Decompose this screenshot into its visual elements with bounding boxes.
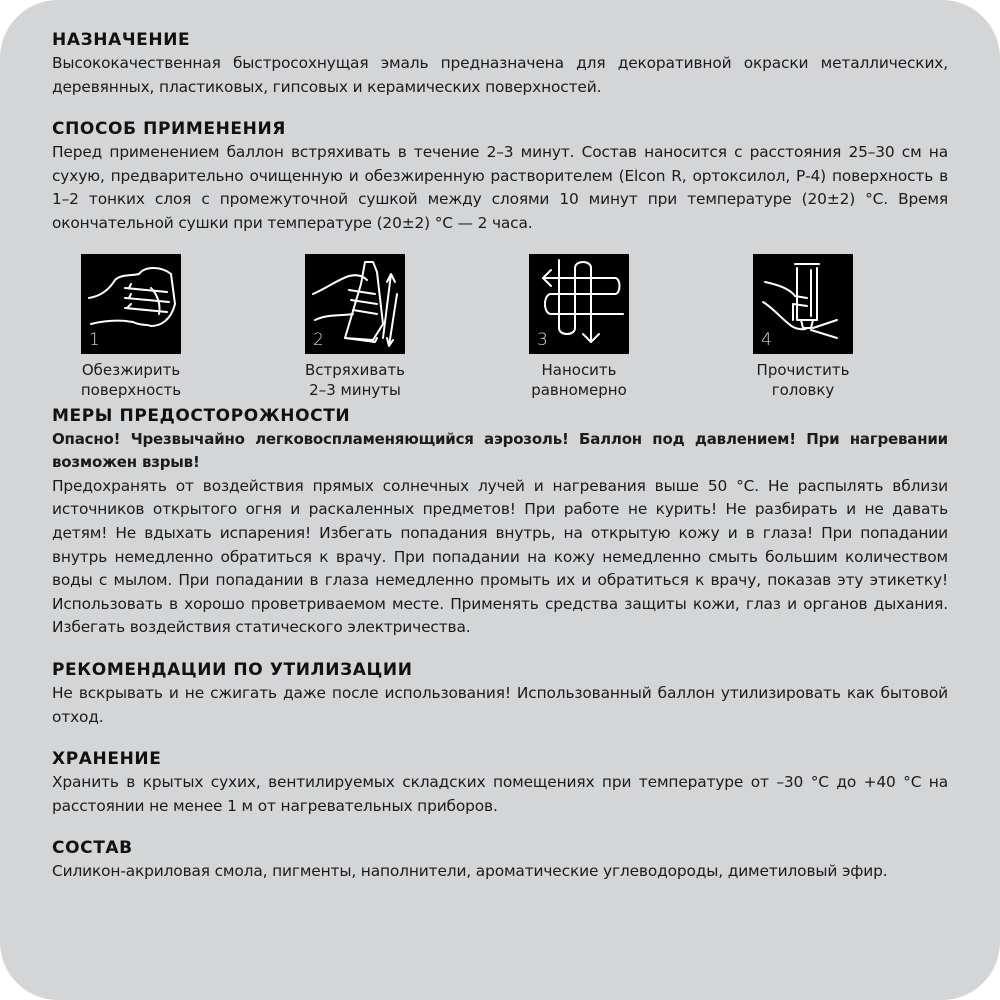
section-composition [52,836,948,884]
section-title-precautions: МЕРЫ ПРЕДОСТОРОЖНОСТИ [52,405,351,426]
step-2 [285,254,425,400]
spray-pattern-arrows-icon [529,254,629,354]
step-1 [61,254,201,400]
hand-wiping-surface-icon [81,254,181,354]
label-content [52,28,948,884]
step-number: 3 [537,329,548,350]
composition-text: Силикон-акриловая смола, пигменты, наполнители, ароматические углеводороды, диметиловый эфир. [52,862,888,881]
section-title-disposal: РЕКОМЕНДАЦИИ ПО УТИЛИЗАЦИИ [52,659,413,680]
section-purpose [52,28,948,99]
step-number: 2 [313,329,324,350]
hand-shaking-can-icon [305,254,405,354]
section-title-composition: СОСТАВ [52,838,133,859]
purpose-text: Высококачественная быстросохнущая эмаль предназначена для декоративной окраски металлических, деревянных, пластиковых, гипсовых и керамических поверхностей. [52,54,948,96]
section-disposal [52,658,948,729]
step-label: Наносить равномерно [531,360,627,399]
step-number: 1 [89,329,100,350]
section-title-purpose: НАЗНАЧЕНИЕ [52,30,191,50]
step-4 [733,254,873,400]
application-steps [52,254,948,404]
section-application [52,117,948,235]
section-title-storage: ХРАНЕНИЕ [52,749,162,770]
storage-text: Хранить в крытых сухих, вентилируемых складских помещениях при температуре от –30 °С до +40 °С на расстоянии не менее 1 м от нагревательных приборов. [52,773,948,815]
precautions-text: Предохранять от воздействия прямых солнечных лучей и нагревания выше 50 °С. Не распылять вблизи источников открытого огня и раскаленных предметов! При работе не курить! Не разбирать и не давать детям! Не вдыхать испарения! Избегать попадания внутрь, на открытую кожу и в глаза! При попадании внутрь немедленно обратиться к врачу. При попадании на кожу немедленно смыть большим количеством воды с мылом. При попадании в глаза немедленно промыть их и обратиться к врачу, показав эту этикетку! Использовать в хорошо проветриваемом месте. Применять средства защиты кожи, глаз и органов дыхания. Избегать воздействия статического электричества. [52,476,948,637]
danger-warning: Опасно! Чрезвычайно легковоспламеняющийся аэрозоль! Баллон под давлением! При нагревании возможен взрыв! [52,429,948,472]
section-title-application: СПОСОБ ПРИМЕНЕНИЯ [52,119,286,140]
step-3 [509,254,649,400]
step-label: Прочистить головку [756,360,850,399]
step-number: 4 [761,329,772,350]
section-storage [52,747,948,818]
inverted-can-clean-nozzle-icon [753,254,853,354]
application-text: Перед применением баллон встряхивать в течение 2–3 минут. Состав наносится с расстояния 25–30 см на сухую, предварительно очищенную и обезжиренную растворителем (Elcon R, ортоксилол, Р-4) поверхность в 1–2 тонких слоя с промежуточной сушкой между слоями 10 минут при температуре (20±2) °С. Время окончательной сушки при температуре (20±2) °С — 2 часа. [52,143,948,232]
step-label: Обезжирить поверхность [80,360,182,399]
disposal-text: Не вскрывать и не сжигать даже после использования! Использованный баллон утилизировать как бытовой отход. [52,683,948,726]
step-label: Встряхивать 2–3 минуты [304,360,406,399]
section-precautions [52,404,948,640]
